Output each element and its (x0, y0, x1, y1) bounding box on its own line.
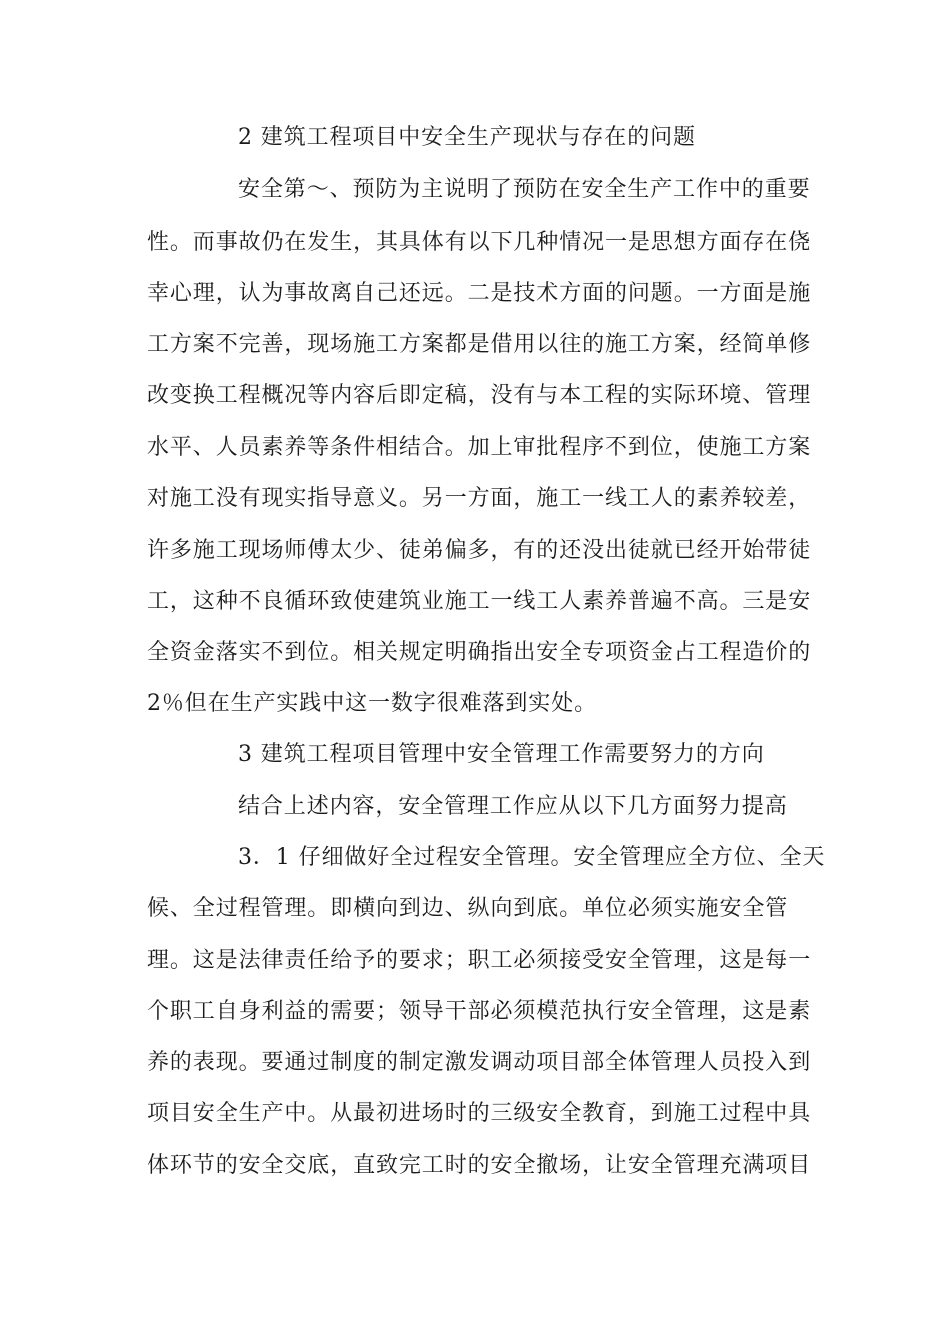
paragraph-line: 工，这种不良循环致使建筑业施工一线工人素养普遍不高。三是安 (147, 589, 812, 614)
paragraph-line: 个职工自身利益的需要；领导干部必须模范执行安全管理，这是素 (147, 999, 812, 1024)
section-2-heading: 2 建筑工程项目中安全生产现状与存在的问题 (238, 125, 696, 150)
paragraph-line: 理。这是法律责任给予的要求；职工必须接受安全管理，这是每一 (147, 948, 812, 973)
section-3-heading: 3 建筑工程项目管理中安全管理工作需要努力的方向 (238, 742, 765, 767)
paragraph-line: 候、全过程管理。即横向到边、纵向到底。单位必须实施安全管 (147, 896, 789, 921)
paragraph-line: 改变换工程概况等内容后即定稿，没有与本工程的实际环境、管理 (147, 383, 812, 408)
paragraph-line: 对施工没有现实指导意义。另一方面，施工一线工人的素养较差， (147, 486, 812, 511)
paragraph-line: 全资金落实不到位。相关规定明确指出安全专项资金占工程造价的 (147, 640, 812, 665)
paragraph-line: 许多施工现场师傅太少、徒弟偏多，有的还没出徒就已经开始带徒 (147, 538, 812, 563)
paragraph-line: 2％但在生产实践中这一数字很难落到实处。 (147, 691, 597, 716)
paragraph-line: 幸心理，认为事故离自己还远。二是技术方面的问题。一方面是施 (147, 281, 812, 306)
paragraph-line: 工方案不完善，现场施工方案都是借用以往的施工方案，经简单修 (147, 332, 812, 357)
paragraph-line: 水平、人员素养等条件相结合。加上审批程序不到位，使施工方案 (147, 435, 812, 460)
paragraph-line: 项目安全生产中。从最初进场时的三级安全教育，到施工过程中具 (147, 1101, 812, 1126)
paragraph-line: 体环节的安全交底，直致完工时的安全撤场，让安全管理充满项目 (147, 1153, 812, 1178)
paragraph-line: 结合上述内容，安全管理工作应从以下几方面努力提高 (238, 794, 788, 819)
paragraph-line: 性。而事故仍在发生，其具体有以下几种情况一是思想方面存在侥 (147, 230, 812, 255)
paragraph-line: 安全第～、预防为主说明了预防在安全生产工作中的重要 (238, 177, 811, 202)
subsection-3-1-line: 3．1 仔细做好全过程安全管理。安全管理应全方位、全天 (238, 845, 826, 870)
paragraph-line: 养的表现。要通过制度的制定激发调动项目部全体管理人员投入到 (147, 1050, 812, 1075)
